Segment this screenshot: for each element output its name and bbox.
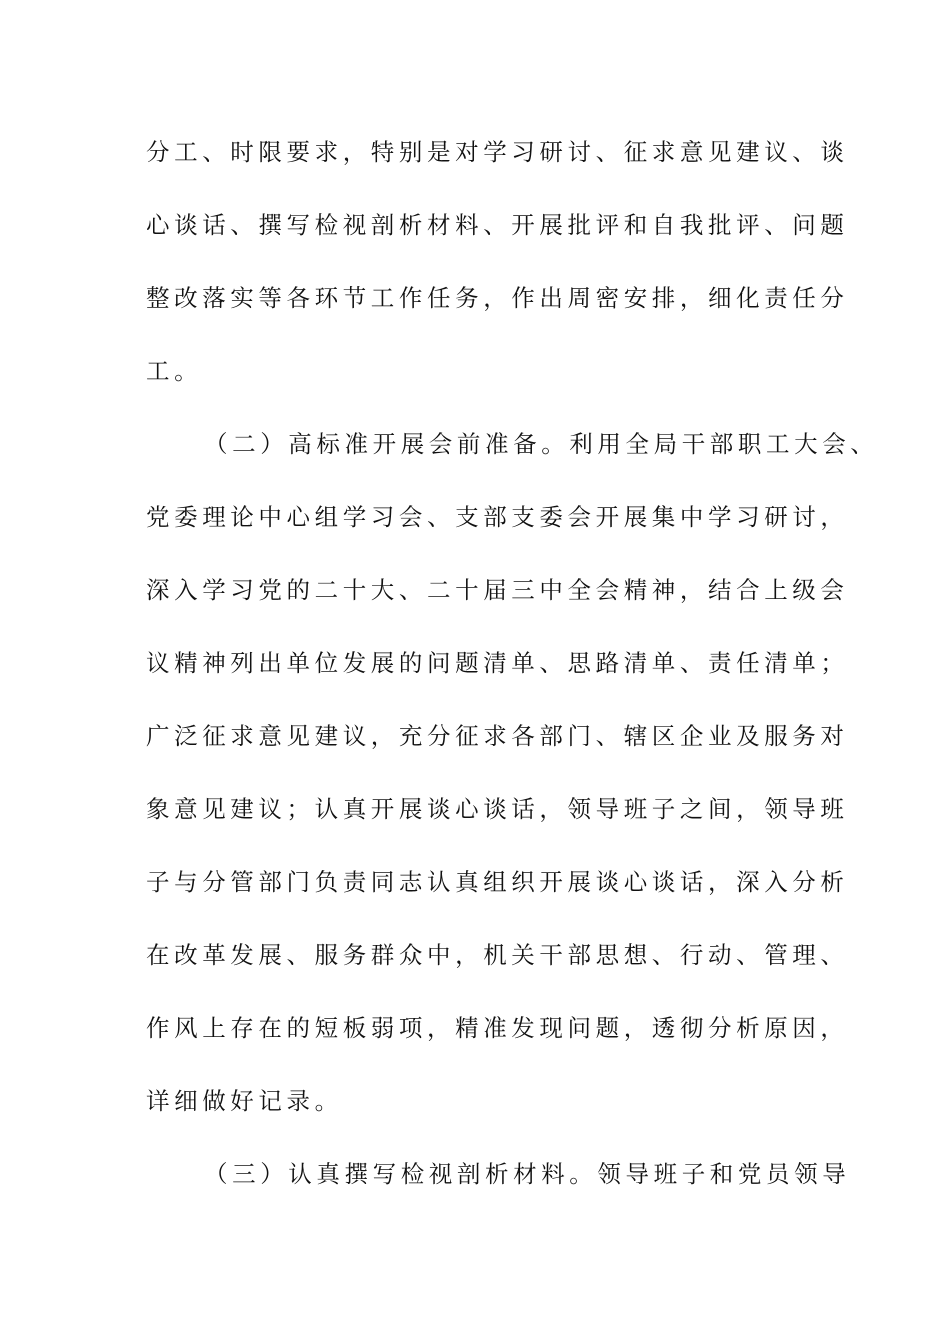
paragraph-line: 整改落实等各环节工作任务，作出周密安排，细化责任分 — [146, 284, 849, 312]
paragraph-line: 党委理论中心组学习会、支部支委会开展集中学习研讨， — [146, 503, 849, 531]
paragraph-line: 分工、时限要求，特别是对学习研讨、征求意见建议、谈 — [146, 138, 849, 166]
document-body — [146, 126, 879, 1221]
paragraph-line: 象意见建议；认真开展谈心谈话，领导班子之间，领导班 — [146, 795, 849, 823]
paragraph-line: 作风上存在的短板弱项，精准发现问题，透彻分析原因， — [146, 1014, 849, 1042]
paragraph-line: 广泛征求意见建议，充分征求各部门、辖区企业及服务对 — [146, 722, 849, 750]
paragraph-line: 在改革发展、服务群众中，机关干部思想、行动、管理、 — [146, 941, 849, 969]
paragraph-line: 工。 — [146, 357, 203, 385]
paragraph-line: 子与分管部门负责同志认真组织开展谈心谈话，深入分析 — [146, 868, 849, 896]
paragraph-line: 心谈话、撰写检视剖析材料、开展批评和自我批评、问题 — [146, 211, 849, 239]
paragraph-line: 议精神列出单位发展的问题清单、思路清单、责任清单； — [146, 649, 849, 677]
paragraph-line: 详细做好记录。 — [146, 1087, 343, 1115]
paragraph-line: 深入学习党的二十大、二十届三中全会精神，结合上级会 — [146, 576, 849, 604]
section-heading-line: （二）高标准开展会前准备。利用全局干部职工大会、 — [204, 430, 879, 458]
section-heading-line: （三）认真撰写检视剖析材料。领导班子和党员领导 — [204, 1160, 851, 1188]
